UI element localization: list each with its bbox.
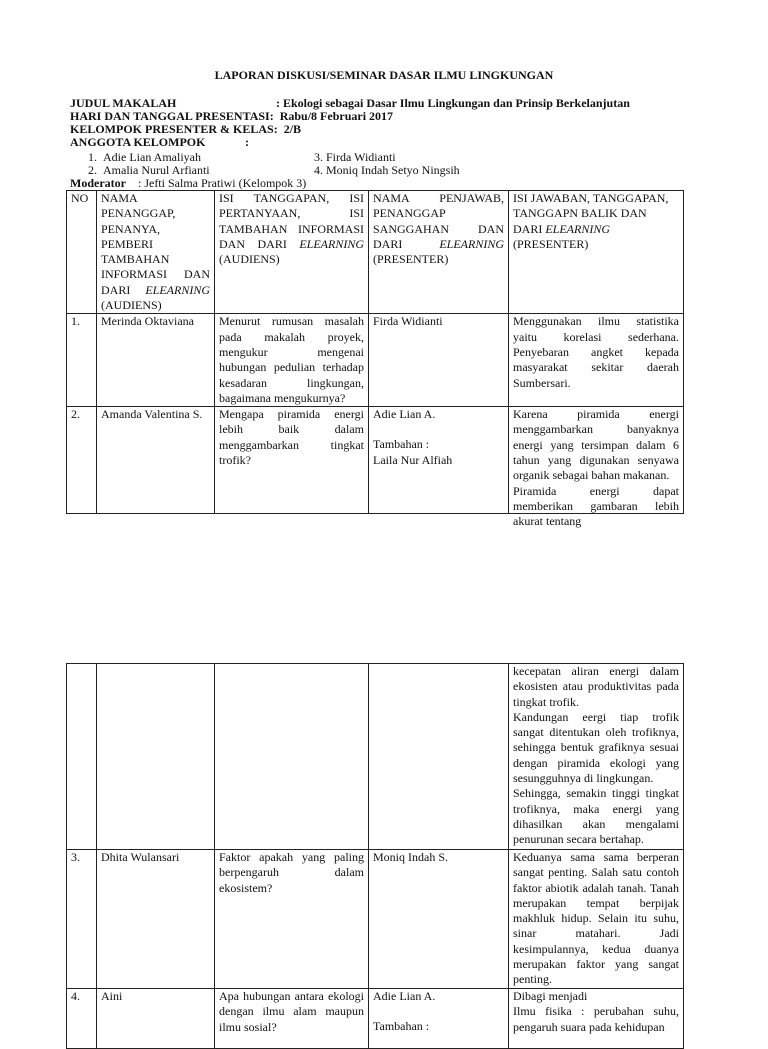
hari-label: HARI DAN TANGGAL PRESENTASI: (70, 109, 274, 123)
kelompok-value: 2/B (283, 122, 302, 136)
judul-value: : Ekologi sebagai Dasar Ilmu Lingkungan dan Prinsip Berkelanjutan (276, 96, 630, 110)
row-no: 3. (67, 850, 97, 989)
row-name (97, 664, 215, 850)
table-row (67, 989, 684, 1049)
table-row (67, 664, 684, 850)
row-answer (509, 850, 684, 989)
row-answerer: Firda Widianti (369, 314, 509, 407)
row-question: Mengapa piramida energi lebih baik dalam menggambarkan tingkat trofik? (215, 407, 369, 514)
table-row (67, 850, 684, 989)
judul-label: JUDUL MAKALAH (70, 96, 177, 110)
answerer-name: Adie Lian A. (373, 989, 436, 1003)
document-title: LAPORAN DISKUSI/SEMINAR DASAR ILMU LINGKUNGAN (214, 68, 554, 82)
moderator-line (70, 177, 306, 190)
kelompok-label: KELOMPOK PRESENTER & KELAS: (70, 122, 278, 136)
discussion-table-continued (66, 663, 684, 1049)
answer-paragraph: Kandungan eergi tiap trofik sangat ditentukan oleh trofiknya, sehingga bentuk grafiknya sesuai dengan piramida ekologi yang sesungguhnya di lingkungan. (513, 709, 679, 786)
answer-paragraph: kecepatan aliran energi dalam ekosisten atau produktivitas pada tingkat trofik. (513, 664, 679, 709)
member-item: 2. Amalia Nurul Arfianti (88, 163, 210, 177)
header-penanggap: NAMA PENANGGAP, PENANYA, PEMBERI TAMBAHAN INFORMASI DAN DARI ELEARNING (AUDIENS) (97, 191, 215, 314)
answer-paragraph: Ilmu fisika : perubahan suhu, pengaruh suara pada kehidupan (513, 1004, 679, 1034)
row-answerer (369, 989, 509, 1049)
row-question: Menurut rumusan masalah pada makalah proyek, mengukur mengenai hubungan pedulian terhadap kesadaran lingkungan, bagaimana mengukurnya? (215, 314, 369, 407)
row-name: Dhita Wulansari (97, 850, 215, 989)
row-name: Aini (97, 989, 215, 1049)
answerer-name: Adie Lian A. (373, 407, 436, 422)
row-no: 2. (67, 407, 97, 514)
header-penjawab: NAMA PENJAWAB, PENANGGAP SANGGAHAN DAN DARI ELEARNING (PRESENTER) (369, 191, 509, 314)
row-answerer (369, 407, 509, 514)
member-item: 3. Firda Widianti (314, 150, 396, 164)
answer-paragraph: Keduanya sama sama berperan sangat penting. Salah satu contoh faktor abiotik adalah tanah. Tanah merupakan tempat berpijak makhluk hidup. Selain itu suhu, sinar matahari. Jadi kesimpulannya, kedua duanya merupakan faktor yang sangat penting. (513, 850, 679, 987)
row-name: Amanda Valentina S. (97, 407, 215, 514)
header-isi-jawaban: ISI JAWABAN, TANGGAPAN, TANGGAPN BALIK DAN DARI ELEARNING (PRESENTER) (509, 191, 684, 314)
hari-value: Rabu/8 Februari 2017 (279, 109, 394, 123)
discussion-table (66, 190, 684, 529)
moderator-label: Moderator (70, 176, 126, 190)
answer-paragraph: Piramida energi dapat memberikan gambaran lebih akurat tentang (513, 483, 679, 529)
anggota-colon: : (245, 135, 249, 149)
table-row (67, 407, 684, 514)
answerer-extra-label: Tambahan : (373, 1019, 430, 1034)
row-answer (509, 664, 684, 850)
answer-paragraph: Karena piramida energi menggambarkan banyaknya energi yang tersimpan dalam 6 tahun yang digunakan senyawa organik sebagai bahan makanan. (513, 407, 679, 483)
answerer-extra-label: Tambahan : (373, 437, 430, 452)
row-answer (509, 989, 684, 1049)
table-header-row (67, 191, 684, 314)
anggota-label: ANGGOTA KELOMPOK (70, 135, 206, 149)
row-no: 1. (67, 314, 97, 407)
anggota-line (70, 136, 249, 149)
table-row (67, 314, 684, 407)
row-question (215, 989, 369, 1049)
row-answerer (369, 664, 509, 850)
member-item: 4. Moniq Indah Setyo Ningsih (314, 163, 460, 177)
moderator-value: : Jefti Salma Pratiwi (Kelompok 3) (137, 176, 307, 190)
row-name: Merinda Oktaviana (97, 314, 215, 407)
row-no (67, 664, 97, 850)
row-answerer: Moniq Indah S. (369, 850, 509, 989)
answer-paragraph: Dibagi menjadi (513, 989, 588, 1003)
row-answer (509, 407, 684, 529)
answer-paragraph: Sehingga, semakin tinggi tingkat trofiknya, maka energi yang dihasilkan akan mengalami penurunan secara bertahap. (513, 786, 679, 847)
row-question: Faktor apakah yang paling berpengaruh dalam ekosistem? (215, 850, 369, 989)
answer-paragraph: Menggunakan ilmu statistika yaitu korelasi sederhana. Penyebaran angket kepada masyarakat sekitar daerah Sumbersari. (513, 314, 679, 390)
answerer-extra-name: Laila Nur Alfiah (373, 452, 453, 467)
row-question (215, 664, 369, 850)
header-isi-tanggapan: ISI TANGGAPAN, ISI PERTANYAAN, ISI TAMBAHAN INFORMASI DAN DARI ELEARNING (AUDIENS) (215, 191, 369, 314)
header-no: NO (67, 191, 97, 314)
row-no: 4. (67, 989, 97, 1049)
row-answer (509, 314, 684, 407)
question-text: Apa hubungan antara ekologi dengan ilmu alam maupun ilmu sosial? (219, 989, 364, 1034)
member-item: 1. Adie Lian Amaliyah (88, 150, 201, 164)
